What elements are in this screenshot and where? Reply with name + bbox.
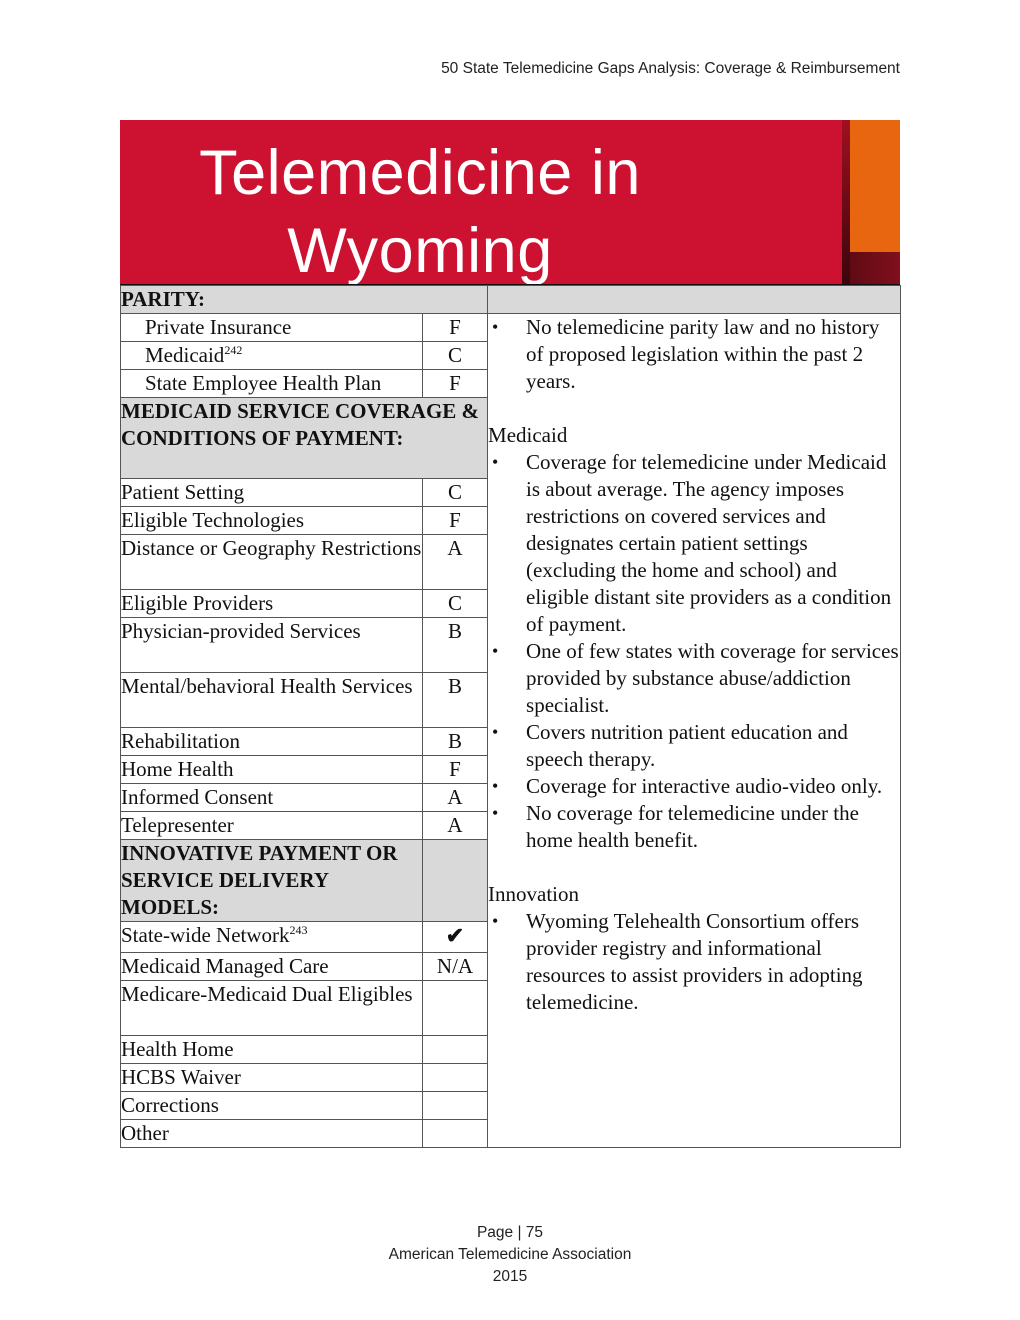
row-grade (423, 1036, 488, 1064)
row-grade (423, 953, 488, 981)
bullet-icon: • (492, 641, 499, 661)
row-label (121, 981, 423, 1036)
grade-value: F (449, 371, 461, 395)
notes-heading: Medicaid (488, 423, 568, 447)
row-label (121, 1064, 423, 1092)
bullet-item (488, 719, 900, 773)
row-grade (423, 314, 488, 342)
row-grade (423, 756, 488, 784)
grade-value: A (447, 785, 463, 809)
state-shadow (842, 252, 900, 284)
row-label-text: State-wide Network (121, 923, 290, 947)
banner-title-line1: Telemedicine in (199, 138, 641, 208)
wyoming-state-graphic (842, 120, 900, 284)
banner-title (120, 134, 720, 287)
grade-value: B (448, 729, 463, 753)
bullet-text: Coverage for telemedicine under Medicaid is about average. The agency imposes restrictions on covered services and designates certain patient settings (excluding the home and school) and eligible distant site providers as a condition of payment. (526, 450, 892, 636)
row-label (121, 590, 423, 618)
row-grade (423, 981, 488, 1036)
row-label-text: Private Insurance (145, 315, 292, 339)
bullet-item (488, 449, 900, 638)
bullet-item (488, 773, 900, 800)
checkmark-icon: ✔ (445, 923, 465, 948)
row-label-text: Telepresenter (121, 813, 234, 837)
row-grade (423, 812, 488, 840)
bullet-list (488, 449, 900, 854)
row-label-text: Health Home (121, 1037, 234, 1061)
bullet-item (488, 800, 900, 854)
row-grade (423, 507, 488, 535)
row-grade (423, 1092, 488, 1120)
row-label-text: HCBS Waiver (121, 1065, 241, 1089)
grade-value: F (449, 508, 461, 532)
row-label-text: Informed Consent (121, 785, 274, 809)
page-number: Page | 75 (476, 1224, 544, 1241)
footer-organization: American Telemedicine Association (388, 1246, 632, 1263)
row-label-text: Eligible Technologies (121, 508, 305, 532)
bullet-icon: • (492, 911, 499, 931)
row-label (121, 507, 423, 535)
row-grade (423, 1120, 488, 1148)
section-blank-cell (423, 840, 488, 922)
bullet-item (488, 638, 900, 719)
grades-table (120, 285, 901, 1148)
bullet-text: Coverage for interactive audio-video only. (526, 774, 883, 798)
row-label (121, 342, 423, 370)
bullet-list (488, 314, 900, 395)
section-parity: PARITY: (121, 286, 488, 314)
row-label-text: Medicare-Medicaid Dual Eligibles (121, 982, 413, 1006)
section-innovative: INNOVATIVE PAYMENT OR SERVICE DELIVERY MODELS: (121, 840, 423, 922)
bullet-text: No telemedicine parity law and no history of proposed legislation within the past 2 years. (526, 315, 880, 393)
row-label (121, 535, 423, 590)
footnote-ref: 242 (224, 343, 243, 357)
row-label-text: Physician-provided Services (121, 619, 361, 643)
row-label-text: Patient Setting (121, 480, 245, 504)
row-grade (423, 922, 488, 953)
row-label-text: Home Health (121, 757, 234, 781)
spacer (488, 854, 900, 881)
bullet-text: Covers nutrition patient education and speech therapy. (526, 720, 848, 771)
row-label-text: Medicaid Managed Care (121, 954, 329, 978)
bullet-text: Wyoming Telehealth Consortium offers provider registry and informational resources to assist providers in adopting telemedicine. (526, 909, 863, 1014)
row-grade (423, 535, 488, 590)
row-grade (423, 784, 488, 812)
row-label (121, 812, 423, 840)
grade-value: F (449, 757, 461, 781)
bullet-item (488, 908, 900, 1016)
bullet-icon: • (492, 452, 499, 472)
row-label-text: Other (121, 1121, 169, 1145)
spacer (488, 395, 900, 422)
row-grade (423, 618, 488, 673)
state-fill (850, 120, 900, 252)
grade-value: C (448, 480, 463, 504)
row-grade (423, 728, 488, 756)
notes-cell (488, 314, 901, 1148)
row-label (121, 953, 423, 981)
grade-value: A (447, 536, 463, 560)
state-edge (842, 120, 850, 284)
footnote-ref: 243 (289, 923, 308, 937)
row-grade (423, 673, 488, 728)
bullet-text: One of few states with coverage for services provided by substance abuse/addiction specialist. (526, 639, 899, 717)
row-label-text: Distance or Geography Restrictions (121, 536, 422, 560)
grade-value: A (447, 813, 463, 837)
row-label (121, 1092, 423, 1120)
section-medicaid: MEDICAID SERVICE COVERAGE & CONDITIONS OF PAYMENT: (121, 398, 488, 479)
row-label (121, 479, 423, 507)
grade-value: N/A (436, 954, 474, 978)
row-label (121, 314, 423, 342)
row-label (121, 756, 423, 784)
page-footer (0, 1222, 1020, 1288)
row-label (121, 673, 423, 728)
grade-value: B (448, 674, 463, 698)
banner-title-line2: Wyoming (287, 216, 553, 286)
row-label (121, 728, 423, 756)
row-label (121, 784, 423, 812)
row-label-text: Corrections (121, 1093, 219, 1117)
row-label (121, 618, 423, 673)
row-grade (423, 1064, 488, 1092)
grade-value: F (449, 315, 461, 339)
footer-year: 2015 (492, 1268, 528, 1285)
row-label (121, 922, 423, 953)
row-label-text: Rehabilitation (121, 729, 240, 753)
bullet-icon: • (492, 722, 499, 742)
bullet-icon: • (492, 317, 499, 337)
bullet-icon: • (492, 803, 499, 823)
table-row (121, 314, 901, 342)
row-grade (423, 342, 488, 370)
row-label (121, 1120, 423, 1148)
notes-heading: Innovation (488, 882, 579, 906)
grade-value: C (448, 591, 463, 615)
bullet-icon: • (492, 776, 499, 796)
row-label (121, 370, 423, 398)
running-header: 50 State Telemedicine Gaps Analysis: Coverage & Reimbursement (441, 60, 900, 77)
row-label-text: Eligible Providers (121, 591, 274, 615)
title-banner (120, 120, 900, 287)
grade-value: C (448, 343, 463, 367)
row-grade (423, 590, 488, 618)
bullet-item (488, 314, 900, 395)
notes-header-cell (488, 286, 901, 314)
row-label-text: State Employee Health Plan (145, 371, 382, 395)
row-label-text: Mental/behavioral Health Services (121, 674, 413, 698)
row-grade (423, 479, 488, 507)
row-grade (423, 370, 488, 398)
row-label-text: Medicaid (145, 343, 225, 367)
bullet-list (488, 908, 900, 1016)
grade-value: B (448, 619, 463, 643)
row-label (121, 1036, 423, 1064)
bullet-text: No coverage for telemedicine under the home health benefit. (526, 801, 859, 852)
